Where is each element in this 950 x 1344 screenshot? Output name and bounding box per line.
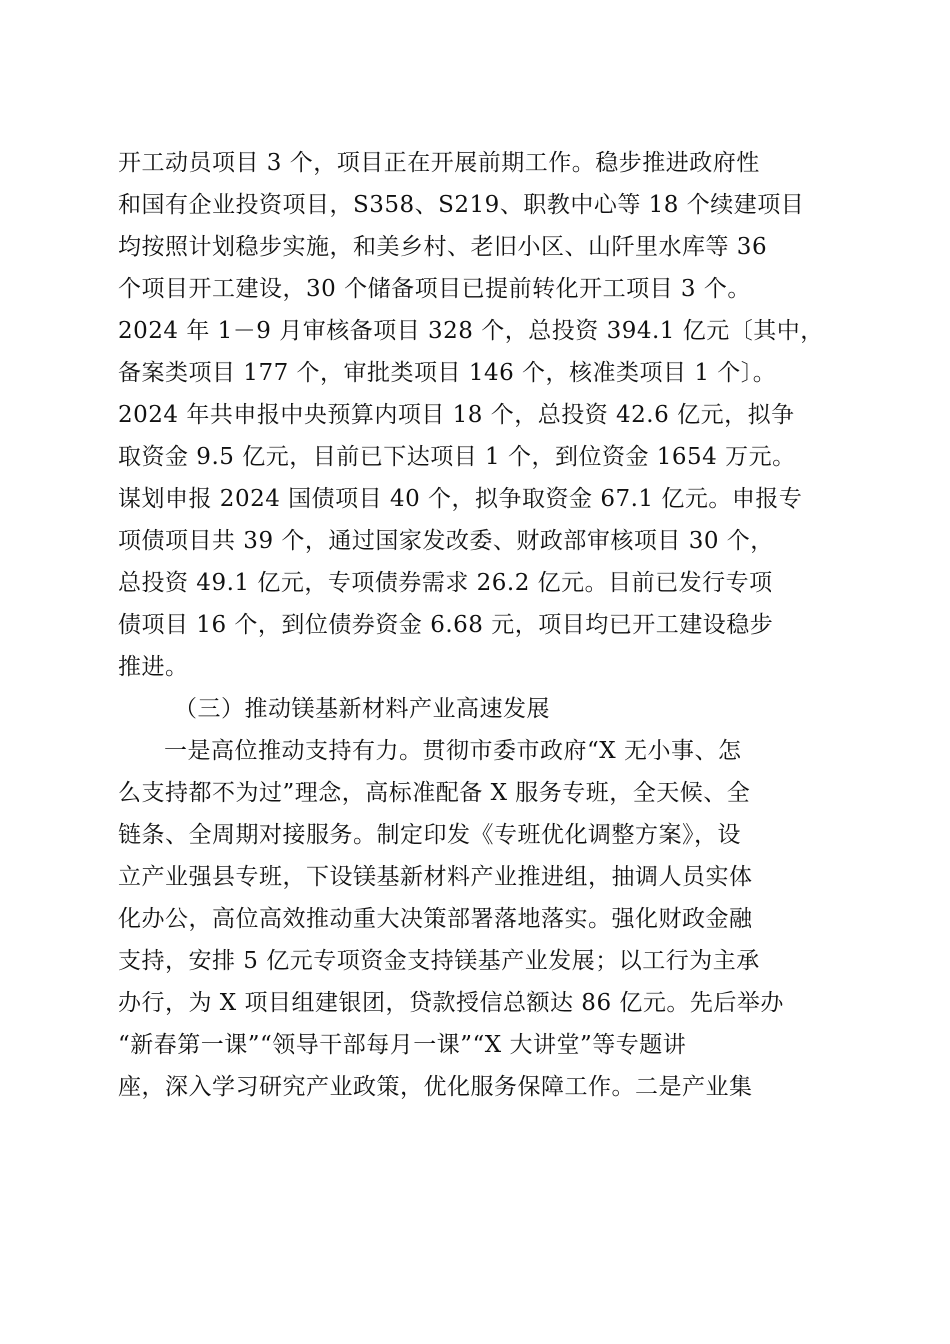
text-line: 总投资 49.1 亿元，专项债券需求 26.2 亿元。目前已发行专项	[118, 570, 773, 596]
text-line: 么支持都不为过”理念，高标准配备 X 服务专班，全天候、全	[118, 780, 751, 806]
section-heading: （三）推动镁基新材料产业高速发展	[174, 696, 550, 722]
text-line: 均按照计划稳步实施，和美乡村、老旧小区、山阡里水库等 36	[118, 234, 768, 260]
text-line: 备案类项目 177 个，审批类项目 146 个，核准类项目 1 个〕。	[118, 360, 777, 386]
text-line: 支持，安排 5 亿元专项资金支持镁基产业发展；以工行为主承	[118, 948, 760, 974]
text-line: 取资金 9.5 亿元，目前已下达项目 1 个，到位资金 1654 万元。	[118, 444, 796, 470]
text-line: 座，深入学习研究产业政策，优化服务保障工作。二是产业集	[118, 1074, 753, 1100]
paragraph-projects	[118, 142, 830, 688]
text-line: 债项目 16 个，到位债券资金 6.68 元，项目均已开工建设稳步	[118, 612, 774, 638]
text-line: 2024 年 1－9 月审核备项目 328 个，总投资 394.1 亿元〔其中，	[118, 318, 824, 344]
text-line: 2024 年共申报中央预算内项目 18 个，总投资 42.6 亿元，拟争	[118, 402, 795, 428]
text-line: 立产业强县专班，下设镁基新材料产业推进组，抽调人员实体	[118, 864, 753, 890]
text-line: 化办公，高位高效推动重大决策部署落地落实。强化财政金融	[118, 906, 753, 932]
text-line: 办行，为 X 项目组建银团，贷款授信总额达 86 亿元。先后举办	[118, 990, 784, 1016]
text-line: 开工动员项目 3 个，项目正在开展前期工作。稳步推进政府性	[118, 150, 760, 176]
text-line: 项债项目共 39 个，通过国家发改委、财政部审核项目 30 个，	[118, 528, 774, 554]
paragraph-magnesium	[118, 730, 830, 1108]
text-line: 和国有企业投资项目，S358、S219、职教中心等 18 个续建项目	[118, 192, 805, 218]
text-line: 个项目开工建设，30 个储备项目已提前转化开工项目 3 个。	[118, 276, 751, 302]
text-line: “新春第一课”“领导干部每月一课”“X 大讲堂”等专题讲	[118, 1032, 687, 1058]
document-page	[118, 142, 830, 1108]
text-line: 推进。	[118, 654, 189, 680]
text-line: 一是高位推动支持有力。贯彻市委市政府“X 无小事、怎	[164, 738, 742, 764]
text-line: 谋划申报 2024 国债项目 40 个，拟争取资金 67.1 亿元。申报专	[118, 486, 803, 512]
text-line: 链条、全周期对接服务。制定印发《专班优化调整方案》，设	[118, 822, 741, 848]
